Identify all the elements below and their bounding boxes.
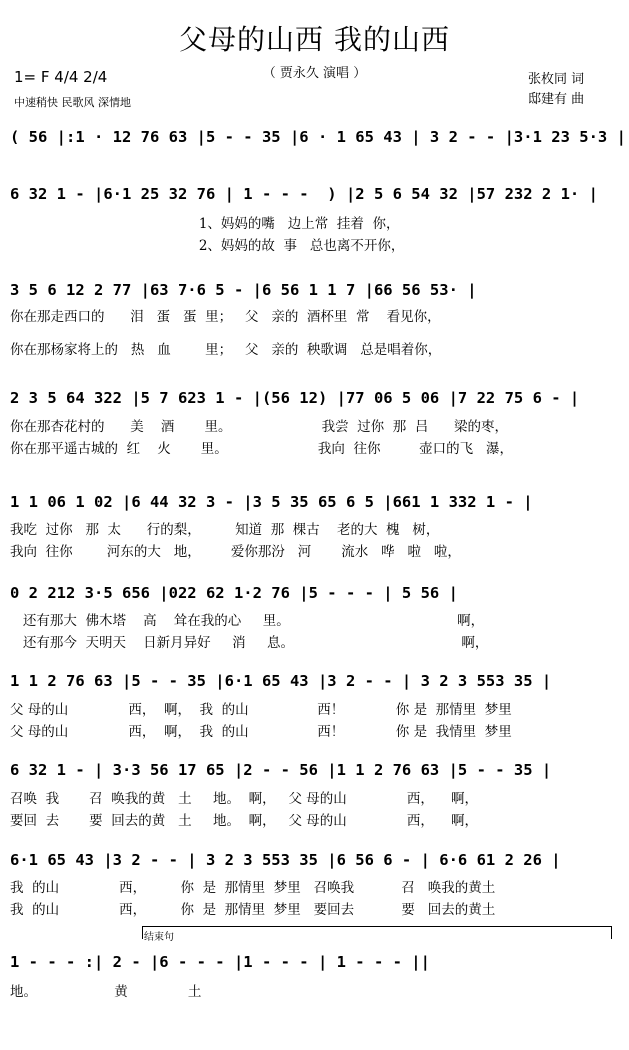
score-row-10-lyric-1: 地。 黄 土	[10, 984, 202, 1000]
score-row-3-lyric-2: 你在那杨家将上的 热 血 里； 父 亲的 秧歌调 总是唱着你，	[10, 342, 442, 358]
lyricist-credit: 张枚同 词	[528, 72, 585, 87]
score-row-10-notes: 1 - - - :| 2 - |6 - - - |1 - - - | 1 - - - ||	[10, 953, 430, 971]
score-row-2-lyric-2: 2、妈妈的故 事 总也离不开你，	[10, 238, 405, 254]
score-row-2-lyric-1: 1、妈妈的嘴 边上常 挂着 你，	[10, 216, 400, 232]
score-row-8-lyric-2: 要回 去 要 回去的黄 土 地。 啊， 父 母的山 西， 啊，	[10, 813, 479, 829]
score-row-7-lyric-1: 父 母的山 西， 啊， 我 的山 西！ 你 是 那情里 梦里	[10, 702, 512, 718]
score-row-5-lyric-1: 我吃 过你 那 太 行的梨， 知道 那 棵古 老的大 槐 树，	[10, 522, 440, 538]
tempo-marking: 中速稍快 民歌风 深情地	[14, 96, 131, 109]
score-row-9-notes: 6·1 65 43 |3 2 - - | 3 2 3 553 35 |6 56 6 - | 6·6 61 2 26 |	[10, 851, 561, 869]
score-row-1-notes: ( 56 |:1 · 12 76 63 |5 - - 35 |6 · 1 65 43 | 3 2 - - |3·1 23 5·3 |	[10, 128, 626, 146]
score-row-4-notes: 2 3 5 64 322 |5 7 623 1 - |(56 12) |77 06 5 06 |7 22 75 6 - |	[10, 389, 580, 407]
score-row-6-lyric-2: 还有那今 天明天 日新月异好 消 息。 啊，	[10, 635, 489, 651]
score-row-8-lyric-1: 召唤 我 召 唤我的黄 土 地。 啊， 父 母的山 西， 啊，	[10, 791, 479, 807]
key-signature: 1= F 4/4 2/4	[14, 68, 108, 86]
score-row-7-lyric-2: 父 母的山 西， 啊， 我 的山 西！ 你 是 我情里 梦里	[10, 724, 512, 740]
composer-credit: 邸建有 曲	[528, 92, 585, 107]
score-row-2-notes: 6 32 1 - |6·1 25 32 76 | 1 - - - ) |2 5 6 54 32 |57 232 2 1· |	[10, 185, 598, 203]
score-row-6-lyric-1: 还有那大 佛木塔 高 耸在我的心 里。 啊，	[10, 613, 485, 629]
score-row-8-notes: 6 32 1 - | 3·3 56 17 65 |2 - - 56 |1 1 2 76 63 |5 - - 35 |	[10, 761, 552, 779]
score-row-4-lyric-1: 你在那杏花村的 美 酒 里。 我尝 过你 那 吕 梁的枣，	[10, 419, 509, 435]
score-row-9-lyric-2: 我 的山 西， 你 是 那情里 梦里 要回去 要 回去的黄土	[10, 902, 496, 918]
score-row-4-lyric-2: 你在那平遥古城的 红 火 里。 我向 往你 壶口的飞 瀑，	[10, 441, 513, 457]
score-row-5-lyric-2: 我向 往你 河东的大 地， 爱你那汾 河 流水 哗 啦 啦，	[10, 544, 461, 560]
song-title: 父母的山西 我的山西	[179, 23, 450, 56]
ending-bracket	[142, 926, 612, 939]
score-row-7-notes: 1 1 2 76 63 |5 - - 35 |6·1 65 43 |3 2 - - | 3 2 3 553 35 |	[10, 672, 552, 690]
score-row-3-lyric-1: 你在那走西口的 泪 蛋 蛋 里； 父 亲的 酒杯里 常 看见你，	[10, 309, 441, 325]
score-row-6-notes: 0 2 212 3·5 656 |022 62 1·2 76 |5 - - - | 5 56 |	[10, 584, 458, 602]
singer-credit: （ 贾永久 演唱 ）	[262, 66, 367, 81]
score-row-5-notes: 1 1 06 1 02 |6 44 32 3 - |3 5 35 65 6 5 |661 1 332 1 - |	[10, 493, 533, 511]
score-row-3-notes: 3 5 6 12 2 77 |63 7·6 5 - |6 56 1 1 7 |66 56 53· |	[10, 281, 477, 299]
ending-label: 结束句	[144, 932, 174, 943]
score-row-9-lyric-1: 我 的山 西， 你 是 那情里 梦里 召唤我 召 唤我的黄土	[10, 880, 496, 896]
